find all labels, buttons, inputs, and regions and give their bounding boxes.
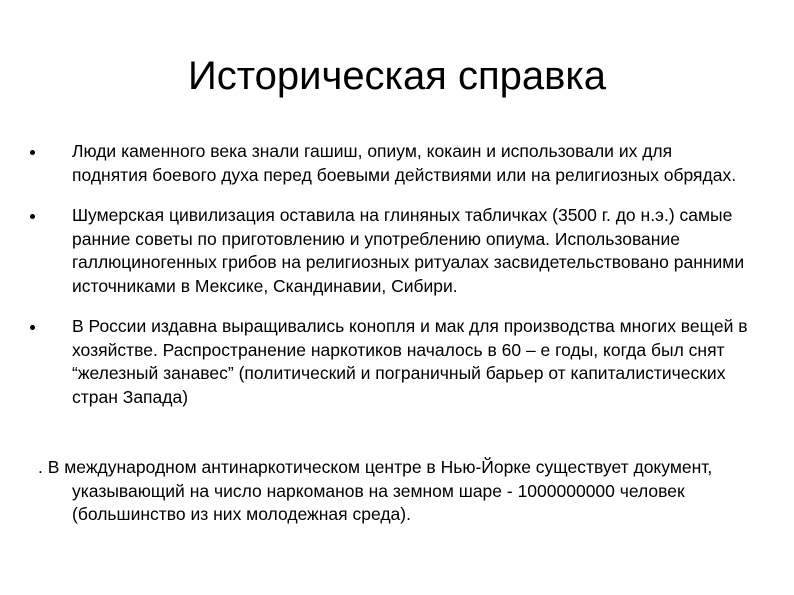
bullet-item <box>30 140 750 187</box>
bullet-list <box>30 140 750 426</box>
bullet-dot-icon <box>30 325 35 330</box>
bullet-text: Люди каменного века знали гашиш, опиум, кокаин и использовали их для поднятия боевого духа перед боевыми действиями или на религиозных обрядах. <box>72 141 737 185</box>
slide-title: Историческая справка <box>188 54 606 98</box>
bullet-text: Шумерская цивилизация оставила на глиняных табличках (3500 г. до н.э.) самые ранние советы по приготовлению и употреблению опиума. Использование галлюциногенных грибов на религиозных ритуалах засвидетельствовано ранними источниками в Мексике, Скандинавии, Сибири. <box>72 205 745 296</box>
bullet-item <box>30 315 750 409</box>
bullet-dot-icon <box>30 150 35 155</box>
bullet-text: В России издавна выращивались конопля и мак для производства многих вещей в хозяйстве. Распространение наркотиков началось в 60 – е годы, когда был снят “железный занавес” (политический и пограничный барьер от капиталистических стран Запада) <box>72 316 748 407</box>
bullet-item <box>30 204 750 298</box>
closing-paragraph: . В международном антинаркотическом центре в Нью-Йорке существует документ, указывающий на число наркоманов на земном шаре - 1000000000 человек (большинство из них молодежная среда). <box>38 457 713 524</box>
bullet-dot-icon <box>30 214 35 219</box>
